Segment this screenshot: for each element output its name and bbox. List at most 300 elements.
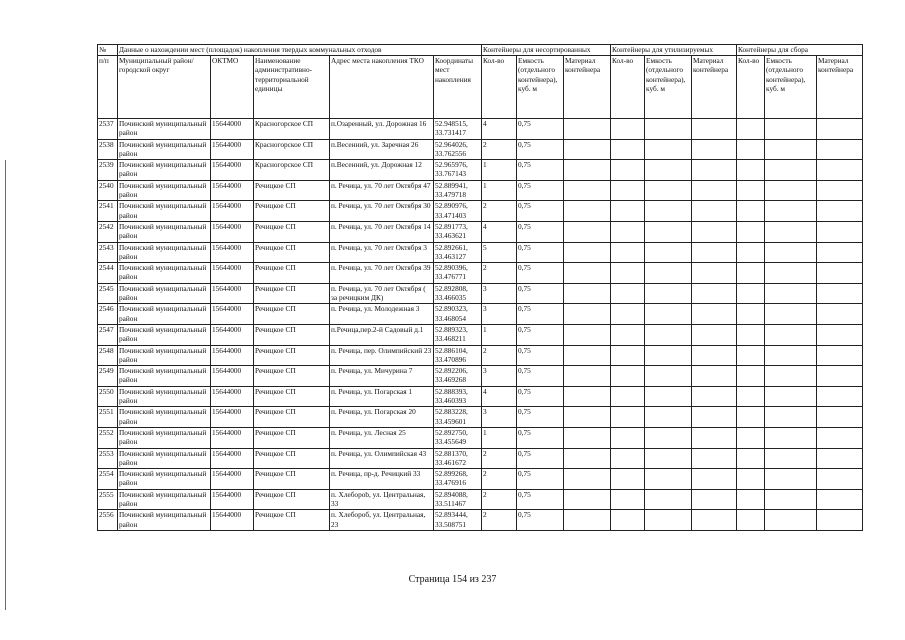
count-cell: 3 [482,407,517,428]
address-cell: п.Озаренный, ул. Дорожная 16 [330,119,434,140]
capacity-cell: 0,75 [517,160,564,181]
capacity-cell: 0,75 [517,427,564,448]
header-number: № [98,45,118,56]
empty-cell [692,345,737,366]
subheader-cell: Емкость (отдельного контейнера), куб. м [765,56,817,119]
oktmo-cell: 15644000 [211,304,254,325]
coordinates-cell: 52.894088, 33.511467 [434,489,482,510]
empty-cell [765,448,817,469]
coordinates-cell: 52.892206, 33.469268 [434,366,482,387]
empty-cell [611,469,645,490]
empty-cell [817,407,863,428]
capacity-cell: 0,75 [517,386,564,407]
subheader-cell: Муниципальный район/городской округ [118,56,211,119]
count-cell: 1 [482,427,517,448]
empty-cell [564,304,611,325]
empty-cell [564,283,611,304]
row-number-cell: 2545 [98,283,118,304]
coordinates-cell: 52.889941, 33.479718 [434,180,482,201]
coordinates-cell: 52.881370, 33.461672 [434,448,482,469]
table-row [98,119,863,140]
count-cell: 5 [482,242,517,263]
capacity-cell: 0,75 [517,469,564,490]
empty-cell [817,283,863,304]
empty-cell [645,242,692,263]
address-cell: п. Речица, ул. 70 лет Октября 30 [330,201,434,222]
empty-cell [564,201,611,222]
empty-cell [692,180,737,201]
header-collection-containers: Контейнеры для сбора [737,45,863,56]
district-cell: Починский муниципальный район [118,324,211,345]
empty-cell [564,510,611,531]
table-row [98,469,863,490]
district-cell: Починский муниципальный район [118,304,211,325]
capacity-cell: 0,75 [517,345,564,366]
table-row [98,489,863,510]
empty-cell [645,180,692,201]
empty-cell [692,366,737,387]
coordinates-cell: 52.886104, 33.470896 [434,345,482,366]
table-row [98,201,863,222]
coordinates-cell: 52.890396, 33.476771 [434,263,482,284]
row-number-cell: 2541 [98,201,118,222]
district-cell: Починский муниципальный район [118,201,211,222]
empty-cell [737,119,765,140]
coordinates-cell: 52.893444, 33.508751 [434,510,482,531]
row-number-cell: 2554 [98,469,118,490]
empty-cell [611,448,645,469]
unit-cell: Речицкое СП [254,180,330,201]
oktmo-cell: 15644000 [211,324,254,345]
empty-cell [817,180,863,201]
district-cell: Починский муниципальный район [118,469,211,490]
oktmo-cell: 15644000 [211,407,254,428]
subheader-cell: Кол-во [611,56,645,119]
address-cell: п. Речица, ул. 70 лет Октября 14 [330,221,434,242]
coordinates-cell: 52.892808, 33.466035 [434,283,482,304]
empty-cell [817,345,863,366]
capacity-cell: 0,75 [517,242,564,263]
oktmo-cell: 15644000 [211,345,254,366]
table-row [98,263,863,284]
count-cell: 4 [482,386,517,407]
coordinates-cell: 52.891773, 33.463621 [434,221,482,242]
unit-cell: Речицкое СП [254,427,330,448]
district-cell: Починский муниципальный район [118,139,211,160]
unit-cell: Речицкое СП [254,489,330,510]
row-number-cell: 2542 [98,221,118,242]
capacity-cell: 0,75 [517,119,564,140]
count-cell: 2 [482,201,517,222]
empty-cell [765,366,817,387]
capacity-cell: 0,75 [517,448,564,469]
district-cell: Починский муниципальный район [118,489,211,510]
capacity-cell: 0,75 [517,180,564,201]
empty-cell [765,139,817,160]
coordinates-cell: 52.883228, 33.459601 [434,407,482,428]
empty-cell [564,407,611,428]
empty-cell [817,304,863,325]
district-cell: Починский муниципальный район [118,407,211,428]
count-cell: 1 [482,180,517,201]
row-number-cell: 2556 [98,510,118,531]
coordinates-cell: 52.888393, 33.460393 [434,386,482,407]
empty-cell [692,448,737,469]
scan-edge-line [5,160,6,610]
address-cell: п. Речица, ул. Погарская 20 [330,407,434,428]
empty-cell [611,324,645,345]
table-row [98,407,863,428]
count-cell: 2 [482,489,517,510]
oktmo-cell: 15644000 [211,448,254,469]
address-cell: п.Весенний, ул. Дорожная 12 [330,160,434,181]
unit-cell: Речицкое СП [254,469,330,490]
oktmo-cell: 15644000 [211,427,254,448]
coordinates-cell: 52.890323, 33.468054 [434,304,482,325]
empty-cell [645,448,692,469]
empty-cell [817,427,863,448]
district-cell: Починский муниципальный район [118,366,211,387]
oktmo-cell: 15644000 [211,386,254,407]
unit-cell: Речицкое СП [254,242,330,263]
empty-cell [765,427,817,448]
table-row [98,386,863,407]
empty-cell [564,160,611,181]
empty-cell [737,242,765,263]
row-number-cell: 2540 [98,180,118,201]
empty-cell [765,324,817,345]
table-row [98,345,863,366]
district-cell: Починский муниципальный район [118,448,211,469]
unit-cell: Речицкое СП [254,324,330,345]
unit-cell: Речицкое СП [254,510,330,531]
table-row [98,427,863,448]
empty-cell [737,139,765,160]
empty-cell [692,510,737,531]
subheader-cell: п/п [98,56,118,119]
empty-cell [692,139,737,160]
empty-cell [817,489,863,510]
capacity-cell: 0,75 [517,304,564,325]
empty-cell [817,510,863,531]
empty-cell [564,139,611,160]
unit-cell: Речицкое СП [254,283,330,304]
empty-cell [645,263,692,284]
empty-cell [765,201,817,222]
empty-cell [737,489,765,510]
empty-cell [645,221,692,242]
row-number-cell: 2537 [98,119,118,140]
address-cell: п. Речица, ул. 70 лет Октября ( за речицким ДК) [330,283,434,304]
count-cell: 2 [482,263,517,284]
oktmo-cell: 15644000 [211,201,254,222]
header-recyclable-containers: Контейнеры для утилизируемых [611,45,737,56]
row-number-cell: 2550 [98,386,118,407]
empty-cell [817,263,863,284]
district-cell: Починский муниципальный район [118,283,211,304]
empty-cell [692,242,737,263]
capacity-cell: 0,75 [517,510,564,531]
coordinates-cell: 52.892750, 33.455649 [434,427,482,448]
oktmo-cell: 15644000 [211,242,254,263]
unit-cell: Красногорское СП [254,119,330,140]
empty-cell [765,510,817,531]
table-row [98,160,863,181]
empty-cell [765,283,817,304]
address-cell: п. Речица, ул. 70 лет Октября 47 [330,180,434,201]
count-cell: 3 [482,283,517,304]
empty-cell [611,119,645,140]
subheader-cell: Наименование административно-территориальной единицы [254,56,330,119]
group-header-row [98,45,863,56]
coordinates-cell: 52.899268, 33.476916 [434,469,482,490]
address-cell: п. Речица, ул. Мичурина 7 [330,366,434,387]
empty-cell [737,345,765,366]
district-cell: Починский муниципальный район [118,263,211,284]
empty-cell [817,160,863,181]
empty-cell [765,221,817,242]
empty-cell [645,345,692,366]
table-row [98,324,863,345]
empty-cell [611,386,645,407]
coordinates-cell: 52.889323, 33.468211 [434,324,482,345]
capacity-cell: 0,75 [517,221,564,242]
empty-cell [611,242,645,263]
subheader-cell: Материал контейнера [817,56,863,119]
empty-cell [564,221,611,242]
empty-cell [645,366,692,387]
empty-cell [611,283,645,304]
oktmo-cell: 15644000 [211,160,254,181]
row-number-cell: 2548 [98,345,118,366]
count-cell: 4 [482,119,517,140]
capacity-cell: 0,75 [517,324,564,345]
empty-cell [765,386,817,407]
containers-table [97,44,863,531]
empty-cell [564,489,611,510]
empty-cell [611,366,645,387]
unit-cell: Речицкое СП [254,263,330,284]
empty-cell [765,407,817,428]
empty-cell [765,469,817,490]
address-cell: п. Речица, ул. Олимпийская 43 [330,448,434,469]
row-number-cell: 2543 [98,242,118,263]
empty-cell [645,427,692,448]
empty-cell [611,180,645,201]
oktmo-cell: 15644000 [211,489,254,510]
count-cell: 2 [482,448,517,469]
empty-cell [692,221,737,242]
unit-cell: Речицкое СП [254,386,330,407]
empty-cell [611,263,645,284]
empty-cell [817,469,863,490]
oktmo-cell: 15644000 [211,180,254,201]
empty-cell [817,366,863,387]
district-cell: Починский муниципальный район [118,242,211,263]
empty-cell [692,324,737,345]
empty-cell [692,201,737,222]
row-number-cell: 2552 [98,427,118,448]
row-number-cell: 2551 [98,407,118,428]
unit-cell: Речицкое СП [254,345,330,366]
oktmo-cell: 15644000 [211,221,254,242]
oktmo-cell: 15644000 [211,119,254,140]
oktmo-cell: 15644000 [211,366,254,387]
subheader-cell: Координаты мест накопления [434,56,482,119]
unit-cell: Красногорское СП [254,160,330,181]
table-row [98,283,863,304]
address-cell: п. Речица, пр-д. Речицкий 33 [330,469,434,490]
empty-cell [645,304,692,325]
header-unsorted-containers: Контейнеры для несортированных [482,45,611,56]
empty-cell [692,407,737,428]
empty-cell [564,386,611,407]
empty-cell [564,263,611,284]
address-cell: п. Речица, ул. Молодежная 3 [330,304,434,325]
empty-cell [817,448,863,469]
empty-cell [611,139,645,160]
empty-cell [611,160,645,181]
count-cell: 4 [482,221,517,242]
capacity-cell: 0,75 [517,489,564,510]
empty-cell [645,160,692,181]
empty-cell [765,180,817,201]
empty-cell [817,221,863,242]
empty-cell [692,283,737,304]
empty-cell [817,139,863,160]
unit-cell: Речицкое СП [254,201,330,222]
row-number-cell: 2547 [98,324,118,345]
subheader-cell: Кол-во [737,56,765,119]
subheader-cell: Адрес места накопления ТКО [330,56,434,119]
empty-cell [645,510,692,531]
district-cell: Починский муниципальный район [118,345,211,366]
count-cell: 3 [482,304,517,325]
subheader-cell: Кол-во [482,56,517,119]
table-row [98,180,863,201]
oktmo-cell: 15644000 [211,263,254,284]
subheader-cell: Емкость (отдельного контейнера), куб. м [517,56,564,119]
row-number-cell: 2553 [98,448,118,469]
address-cell: п. Речица, ул. Лесная 25 [330,427,434,448]
empty-cell [692,263,737,284]
empty-cell [611,510,645,531]
address-cell: п.Весенний, ул. Заречная 26 [330,139,434,160]
empty-cell [737,160,765,181]
empty-cell [564,448,611,469]
address-cell: п. Речица, ул. 70 лет Октября 3 [330,242,434,263]
row-number-cell: 2538 [98,139,118,160]
empty-cell [611,345,645,366]
capacity-cell: 0,75 [517,283,564,304]
district-cell: Починский муниципальный район [118,427,211,448]
empty-cell [645,407,692,428]
table-row [98,139,863,160]
subheader-cell: Материал контейнера [692,56,737,119]
empty-cell [692,427,737,448]
count-cell: 1 [482,324,517,345]
empty-cell [817,324,863,345]
empty-cell [817,201,863,222]
empty-cell [737,448,765,469]
empty-cell [645,469,692,490]
empty-cell [765,160,817,181]
sub-header-row [98,56,863,119]
empty-cell [737,263,765,284]
unit-cell: Речицкое СП [254,221,330,242]
capacity-cell: 0,75 [517,201,564,222]
count-cell: 2 [482,510,517,531]
empty-cell [765,304,817,325]
empty-cell [692,489,737,510]
unit-cell: Речицкое СП [254,448,330,469]
empty-cell [765,263,817,284]
empty-cell [611,427,645,448]
count-cell: 2 [482,345,517,366]
unit-cell: Речицкое СП [254,407,330,428]
capacity-cell: 0,75 [517,407,564,428]
capacity-cell: 0,75 [517,139,564,160]
empty-cell [737,386,765,407]
empty-cell [737,469,765,490]
table-row [98,366,863,387]
subheader-cell: ОКТМО [211,56,254,119]
address-cell: п. Речица, ул. Погарская 1 [330,386,434,407]
empty-cell [645,283,692,304]
empty-cell [817,119,863,140]
table-row [98,448,863,469]
empty-cell [692,119,737,140]
district-cell: Починский муниципальный район [118,160,211,181]
empty-cell [765,345,817,366]
row-number-cell: 2539 [98,160,118,181]
empty-cell [692,386,737,407]
table-row [98,221,863,242]
coordinates-cell: 52.964026, 33.762556 [434,139,482,160]
address-cell: п. Хлебороб, ул. Центральная, 23 [330,510,434,531]
coordinates-cell: 52.890976, 33.471403 [434,201,482,222]
empty-cell [564,324,611,345]
empty-cell [737,304,765,325]
address-cell: п. Речица, ул. 70 лет Октября 39 [330,263,434,284]
header-location-data: Данные о нахождении мест (площадок) накопления твердых коммунальных отходов [118,45,482,56]
empty-cell [645,201,692,222]
coordinates-cell: 52.948515, 33.731417 [434,119,482,140]
empty-cell [692,160,737,181]
empty-cell [645,324,692,345]
empty-cell [645,489,692,510]
oktmo-cell: 15644000 [211,139,254,160]
subheader-cell: Емкость (отдельного контейнера), куб. м [645,56,692,119]
empty-cell [564,119,611,140]
page-footer: Страница 154 из 237 [408,574,497,585]
empty-cell [564,180,611,201]
empty-cell [564,469,611,490]
district-cell: Починский муниципальный район [118,221,211,242]
district-cell: Починский муниципальный район [118,510,211,531]
address-cell: п. Речица, пер. Олимпийский 23 [330,345,434,366]
district-cell: Починский муниципальный район [118,180,211,201]
address-cell: п. Хлеборob, ул. Центральная, 33 [330,489,434,510]
unit-cell: Речицкое СП [254,366,330,387]
empty-cell [611,304,645,325]
empty-cell [737,221,765,242]
district-cell: Починский муниципальный район [118,119,211,140]
empty-cell [564,366,611,387]
coordinates-cell: 52.892661, 33.463127 [434,242,482,263]
empty-cell [737,324,765,345]
empty-cell [765,119,817,140]
